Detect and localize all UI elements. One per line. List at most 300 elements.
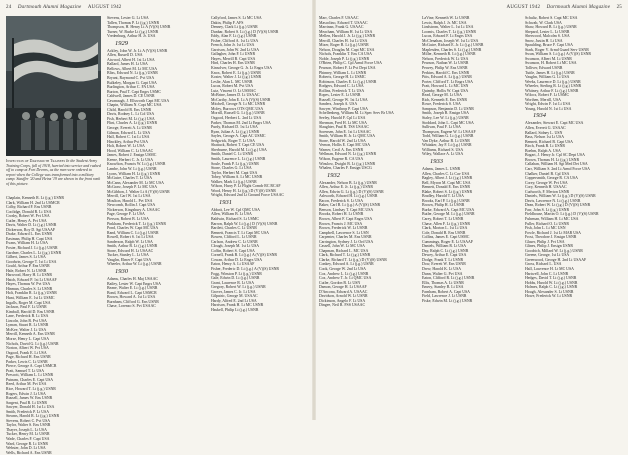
roster-entry: Baker, Carl B. Lt (j.g.) A (V)(S) USNR <box>319 203 381 208</box>
roster-entry: Stark, Roger V. Armd Guard Serv USNR <box>525 47 589 52</box>
roster-entry: Brown, Francis J. MC USA <box>319 221 363 226</box>
roster-entry: Pratt, Samuel T. Lt USA <box>6 368 45 373</box>
roster-entry: Sherman, Fred H. Lt MC USA <box>319 120 367 125</box>
roster-entry: Bennett, Richard B. Capt USA <box>525 139 573 144</box>
roster-entry: McGibbon, J. Walter Lt A (V)(S) USNR <box>107 189 170 194</box>
roster-entry: Clark, William H. 2nd Lt USMCR <box>6 200 60 205</box>
roster-entry: Ballard, Sidney L. USN <box>525 130 563 135</box>
roster-entry: Allen, Russell D. USA <box>107 53 143 58</box>
roster-entry: Hall, Robert C. 1st Lt USA <box>107 135 150 140</box>
roster-entry: Moulton, Harold L. Pvt USA <box>107 198 153 203</box>
roster-entry: Marrinan, Frank G. USAAC <box>319 25 364 30</box>
roster-entry: Bogart, J. Henry Jr. Cpl SC Dept USA <box>525 153 585 158</box>
roster-entry: Morse, Henry L. Capt USA <box>6 336 50 341</box>
roster-entry: Wheeler, Sterling R. Lt (j.g.) USNR <box>525 84 582 89</box>
roster-entry: Moley, Burrows OTS QMC USA <box>211 106 264 111</box>
roster-entry: Brown, Philip H. Lt USNR <box>422 203 465 208</box>
roster-entry: Knox, Robert E. Lt (j.g.) USNR <box>211 70 261 75</box>
roster-entry: Davis, Rodney L. Lt Col USA <box>107 112 155 117</box>
roster-entry: Dunbar, Robert S. Lt (j.g.) D (V)(S) USNR <box>211 29 279 34</box>
roster-entry: Haskell, Philip Lt (j.g.) USNR <box>211 307 259 312</box>
roster-entry: Smith, Daniel C. Lt USNR <box>211 152 253 157</box>
roster-entry: Brown, Albert F. Capt Engrs USA <box>319 216 373 221</box>
roster-entry: Swanson, H. Robert Lt MC USA <box>525 61 577 66</box>
roster-entry: Eastman, Philip H. Capt USA <box>6 236 53 241</box>
roster-entry: Collins, James E. Capt USMC <box>422 235 470 240</box>
roster-entry: Swanson, Albert M. Lt USNR <box>525 56 572 61</box>
roster-entry: McGuire, Richard E. Jr. Lt (j.g.) USNR <box>422 43 484 48</box>
roster-entry: Russell, James W. Ens USNR <box>6 396 53 401</box>
roster-entry: Taylor, Herbert M. Capt USA <box>211 170 258 175</box>
roster-entry: Tucker, Henry M. Lt USNR <box>6 432 50 437</box>
roster-entry: Cox, Andrew T. Jr. Lt QMC USA <box>319 276 372 281</box>
roster-entry: Schellenberg, William M. Lt Spec Serv Br USA <box>319 111 394 116</box>
roster-entry: Carey, Robert T. Lt USNR <box>422 216 464 221</box>
roster-entry: Bennett, Donald E. Ens USNR <box>422 185 470 190</box>
left-page <box>0 0 313 455</box>
roster-entry: Cowan, Arthur D. Lt Engrs USA <box>211 257 263 262</box>
roster-entry: Benson, Lindsay T. Capt MC USA <box>319 207 374 212</box>
roster-entry: Allen, Charles C. Lt Cav USA <box>422 171 470 176</box>
flag-photo <box>6 16 101 156</box>
roster-entry: Hood, William C. Lt USAAC <box>107 148 154 153</box>
roster-entry: Whitaker, Jay F. Lt (j.g.) USNR <box>422 143 472 148</box>
class-year-heading: 1932 <box>327 171 340 179</box>
roster-entry: Shattuck, Robert T. Capt CE USA <box>211 143 265 148</box>
roster-entry: Hatch, Edward P. 1st Lt USAAF <box>6 277 57 282</box>
roster-entry: Burlington, Arthur C. FA USA <box>107 85 155 90</box>
roster-entry: Stone, Edward H. Lt USAAC <box>107 248 154 253</box>
right-running-title: Dartmouth Alumni Magazine <box>546 5 611 10</box>
roster-entry: Nelson, Frederick W. Lt USA <box>422 56 469 61</box>
roster-entry: Wood, Henry H. Lt (j.g.) D (V)(S) USNR <box>211 188 276 193</box>
roster-entry: Sampson, Benjamin D. Lt USNR <box>422 106 474 111</box>
roster-entry: Greene, George, 1st Lt USA <box>525 253 570 258</box>
roster-entry: Cornell, Frank B. Lt (j.g.) A (V)(S) USNR <box>211 253 278 258</box>
roster-entry: Stevens, Robert C. Pvt USA <box>6 418 51 423</box>
roster-entry: Mixer, Roger B. Lt (j.g.) USNR <box>319 43 369 48</box>
roster-entry: Bradley, Harold T. Lt USA <box>422 194 464 199</box>
roster-entry: Pearson, Robert F. Lt Pvt Dept USA <box>319 66 376 71</box>
roster-entry: Emery, Stanley B. Lt USA <box>422 285 464 290</box>
roster-entry: Child, Harold B. Ens USNR <box>107 107 152 112</box>
roster-entry: Stearns, Harold R. Lt (j.g.) USNR <box>6 414 60 419</box>
roster-entry: Hale, Robert N. Lt USNR <box>6 268 47 273</box>
roster-entry: Wright, Edward 2nd Lt Ground Force USAAC <box>211 193 284 198</box>
roster-entry: Williams, Richard S. USA <box>422 147 464 152</box>
roster-entry: Page, George F. Lt USA <box>107 212 145 217</box>
roster-entry: Ropes, Lester E. Lt USNR <box>319 93 361 98</box>
roster-entry: Clark, Richard T. Lt (j.g.) USNR <box>319 253 371 258</box>
roster-entry: Osgood, Herbert L. 2nd Lt USA <box>211 116 262 121</box>
roster-entry: Chapman, Richard L. MC USA <box>319 248 369 253</box>
roster-entry: Jackson, Paul F. Lt USNR <box>6 305 47 310</box>
roster-entry: McClenahan, Joseph W. 1st Lt USA <box>422 38 479 43</box>
roster-entry: Miller, Kenneth R. Lt (j.g.) USNR <box>422 52 476 57</box>
roster-entry: Bartlett, Charles C. Lt USNR <box>211 226 257 231</box>
roster-entry: O'Brien, Philip C. Cpl Armd Force USA <box>319 61 382 66</box>
roster-entry: Clark, Morton L. 1st Lt USA <box>422 226 468 231</box>
roster-entry: Field, Lawrence J. Lt USNR <box>422 294 467 299</box>
roster-entry: Schwab, W. Clark USA <box>525 20 562 25</box>
roster-entry: McCarthy, John E. Lt A (V)(S) USNR <box>211 97 271 102</box>
roster-entry: Fogg, Winston P. Lt (j.g.) USNR <box>211 271 262 276</box>
roster-entry: Greenwood, George H. 2nd Lt USAAF <box>525 257 587 262</box>
roster-entry: Daniels, William W. Lt (j.g.) D (V)(S) USNR <box>525 194 596 199</box>
roster-entry: Dewey, Arthur E. Capt USA <box>422 253 467 258</box>
roster-entry: LaVine, Kenneth W. Lt USNR <box>422 16 470 20</box>
roster-entry: Pearson, Nathan W. Lt USNR <box>422 61 469 66</box>
roster-entry: Putnam, Charles E. Capt USA <box>6 377 54 382</box>
roster-entry: Foster, Richard J. Lt (j.g.) USNR <box>6 246 58 251</box>
roster-entry: Caldwell, James D. CE USNR <box>107 94 155 99</box>
roster-entry: Smith, Frederick P. Lt USA <box>6 409 50 414</box>
roster-entry: Davidson, Arnold W. Lt USNR <box>319 294 368 299</box>
roster-entry: Carlson, Andrew C. Lt USNR <box>211 239 258 244</box>
roster-entry: Rodgers, Edward C. Lt USA <box>319 84 364 89</box>
roster-entry: Gale, Edwin D. Lt (j.g.) USNR <box>211 276 260 281</box>
roster-entry: Boehm, Ralph A. USA <box>525 148 561 153</box>
roster-entry: Hinckley, Arthur Pvt USA <box>107 139 149 144</box>
column-1 <box>6 196 101 455</box>
roster-entry: Harwood, Harry H. Lt USNR <box>6 273 53 278</box>
roster-entry: Dow, Everett W. Ens USNR <box>422 262 466 267</box>
roster-entry: Tolliver, Edward USNR <box>525 66 563 71</box>
roster-entry: Lucas, Edward F. Lt Engrs USA <box>422 34 473 39</box>
roster-entry: Grant, Laurence R. Lt USA <box>211 280 255 285</box>
roster-entry: Bulkeley, Morgan G. Capt USA <box>107 80 157 85</box>
flag-photo-image <box>6 16 101 156</box>
roster-entry: Allen, Everett G. USAAC <box>525 126 566 131</box>
roster-entry: Wilson, Eugene R. CA USA <box>319 156 364 161</box>
roster-entry: Lambe, John W. Lt (j.g.) USNR <box>107 166 157 171</box>
roster-entry: Fuller, Richard O. Lt USNR <box>525 221 569 226</box>
roster-entry: Garrison, John W. 2nd Lt USA <box>211 47 260 52</box>
roster-entry: Sanders, Joseph A. USA <box>319 102 358 107</box>
column-2 <box>107 16 207 416</box>
roster-entry: Warner, Cecil A. Ens USNR <box>319 147 364 152</box>
roster-entry: Vredenburg, Arthur H. Jr. USA <box>107 34 156 39</box>
roster-entry: Allen, Edwin G. Lt (j.g.) D (V)(S) USNR <box>319 189 384 194</box>
roster-entry: Hayes, Merrill B. Capt USA <box>211 56 256 61</box>
roster-entry: Chase, Lorenzo S. Pvt USAAC <box>107 304 156 309</box>
roster-entry: Lucas, Robert M. Pvt USA <box>211 84 254 89</box>
roster-entry: Sherwood, Malcolm S. USA <box>525 34 570 39</box>
roster-entry: Cummings, Roger E. Lt USAAF <box>422 239 474 244</box>
roster-entry: Shaw, Howard B. Lt (j.g.) USNR <box>525 25 577 30</box>
roster-entry: Adams, Charles H. Maj USAAC <box>107 276 159 281</box>
roster-entry: Coffin, Robert S. Capt USA <box>211 248 255 253</box>
roster-entry: Merrill, Kenneth A. Ens USNR <box>6 332 55 337</box>
roster-entry: Spaulding, Bruce F. Capt USA <box>525 43 573 48</box>
roster-entry: Bowen, Clifford L. Lt USNR <box>211 235 257 240</box>
roster-entry: Eaton, Henry A. Lt USAAF <box>211 262 255 267</box>
roster-entry: Dickerson, Roy D. Sgt USAAF <box>6 227 56 232</box>
roster-entry: Hobbs, Harold W. Lt (j.g.) USNR <box>525 280 578 285</box>
roster-entry: Morrill, Russell G. Lt (j.g.) USNR <box>211 111 265 116</box>
roster-entry: Blake, Robert S. Lt (j.g.) USNR <box>422 189 473 194</box>
roster-entry: French, John Jr. 1st Lt USA <box>211 43 255 48</box>
roster-entry: Dean, Robert W. Lt (j.g.) D (V)(S) USNR <box>525 203 591 208</box>
class-year-heading: 1930 <box>115 267 128 275</box>
roster-entry: Fiske, Edwin M. Lt (j.g.) USNR <box>422 298 473 303</box>
roster-entry: Keene, Herbert C. Jr. Lt USA <box>107 157 154 162</box>
roster-entry: Perkins, Harold C. Ens USNR <box>422 70 470 75</box>
roster-entry: Vaughn, William G. Lt USA <box>525 75 570 80</box>
roster-entry: Fieldhouse, Martin O. Lt (j.g.) D (V)(S) USNR <box>525 212 599 217</box>
roster-entry: Rollins, Frederick T. Lt USA <box>319 88 365 93</box>
roster-entry: Stoddard, John L. Capt MC USA <box>422 120 474 125</box>
roster-entry: Day, Ralph C. Lt (j.g.) USNR <box>422 248 469 253</box>
roster-entry: Stone, Charles G. Lt USA <box>211 166 252 171</box>
roster-entry: Rowell, Robert S. 1st Lt USA <box>107 235 154 240</box>
roster-entry: Shepard, Lester L. Lt USNR <box>525 29 570 34</box>
roster-entry: Soule, Frank P. Lt (j.g.) USNR <box>211 161 259 166</box>
roster-entry: Cudworth, F. Merton USNR <box>525 189 570 194</box>
roster-entry: Brown, Thomas H. Lt (j.g.) USNR <box>525 157 580 162</box>
roster-entry: Weeks, Laurence D. Lt (j.g.) USNR <box>525 79 581 84</box>
roster-entry: Bell, Myron M. Capt MC USA <box>422 180 471 185</box>
class-year-heading: 1933 <box>430 157 443 165</box>
roster-entry: Cole, Donald B. Ens USNR <box>422 230 466 235</box>
roster-entry: Slaughter, Paul R. TSS USAAC <box>319 125 369 130</box>
roster-entry: Lyman, Stuart R. Lt USNR <box>6 323 49 328</box>
roster-entry: Dodge, Frank T. Lt USNR <box>422 257 464 262</box>
roster-entry: Campbell, Lawrence S. Lt USN <box>319 230 369 235</box>
roster-entry: Merrill, Carl W. 1st Lt USA <box>107 194 151 199</box>
roster-entry: Thayer, Joseph L. Lt USA <box>6 427 47 432</box>
roster-entry: Fisher, Clifford A. 1st Lt USA <box>211 38 259 43</box>
roster-entry: Hunt, William E. 1st Lt USMC <box>6 296 55 301</box>
roster-entry: Chase, Allen F. Lt (j.g.) USNR <box>422 221 470 226</box>
roster-entry: Dickinson, Angelo F. Lt USA <box>319 298 366 303</box>
roster-entry: Nichols, Franklin T. Ens CA USA <box>319 52 372 57</box>
roster-entry: Bass, Nelson 1st Lt USA <box>525 135 565 140</box>
roster-entry: Wheeler, Arthur W. Lt (j.g.) USNR <box>107 262 162 267</box>
roster-entry: Sedgwick, Roger T. Lt USA <box>211 138 255 143</box>
roster-entry: Chalker, Daniel B. Cpl USA <box>525 171 570 176</box>
roster-entry: Lane, Frederick B. Lt USA <box>6 314 49 319</box>
roster-entry: Russell, George W. 1st Lt USA <box>319 97 368 102</box>
roster-entry: Newcomb, Rollin J. Capt USA <box>107 203 156 208</box>
roster-entry: Bailey, Lester W. Capt Engrs USA <box>107 281 161 286</box>
roster-entry: Hough, Alexander S. Lt USNR <box>525 289 574 294</box>
roster-entry: Corey, George W. Pvt USA <box>525 180 568 185</box>
roster-entry: Bliss, Edward N. Lt (j.g.) USNR <box>107 71 158 76</box>
roster-entry: Hall, Lawrence H. Lt MC USA <box>525 266 574 271</box>
roster-entry: Holmes, Ralph C. Lt (j.g.) USNR <box>525 285 578 290</box>
column-3 <box>211 16 311 416</box>
roster-entry: Vaughn, Elmer F. Capt USA <box>107 257 152 262</box>
roster-entry: George, Everett A. Lt USNR <box>107 126 152 131</box>
roster-entry: Pierson, Robert B. Lt USA <box>107 216 149 221</box>
roster-entry: Bagley, Albert J. Lt (j.g.) USNR <box>422 176 473 181</box>
column-4 <box>319 16 419 416</box>
roster-entry: Parker, Thomas M. 2nd Lt Engrs USA <box>211 120 271 125</box>
roster-entry: Lewis, Ralph J. Jr. MC USA <box>422 20 467 25</box>
roster-entry: Smith, Laurence L. Lt (j.g.) USNR <box>211 156 266 161</box>
roster-entry: Taylor, Walter S. Ens USNR <box>6 423 51 428</box>
roster-entry: Staley, Lee W. Lt (j.g.) USNR <box>422 116 469 121</box>
roster-entry: Porter, Clifford T. Lt Engrs USA <box>422 79 473 84</box>
roster-entry: Burton, Paul T. Capt Engrs USMC <box>107 89 162 94</box>
roster-entry: Norton, Albert W. Pvt USA <box>6 346 49 351</box>
right-issue: AUGUST 1942 <box>506 5 541 10</box>
roster-entry: Wiley, Wallace A. Lt USA <box>422 152 464 157</box>
roster-entry: Parker, Lewis C. Lt USNR <box>6 359 48 364</box>
column-5 <box>422 16 522 416</box>
roster-entry: Bryant, Raymond C. Pvt USA <box>107 76 155 81</box>
roster-entry: Fowle, Richard J. 1st Lt MAR USA <box>525 230 581 235</box>
roster-entry: Holt, Franklin R. Lt (j.g.) USNR <box>6 291 57 296</box>
roster-entry: Clarke, Richard T. Lt (j.g.) D (V)(S) USNR <box>319 257 387 262</box>
roster-entry: Brooks, Earl P. Lt (j.g.) USNR <box>422 198 470 203</box>
roster-entry: Lindstrom, Walter L. 1st Lt USA <box>422 25 474 30</box>
roster-entry: Van Dyke, Arthur B. Lt USNR <box>422 138 470 143</box>
roster-entry: Mascolino, Edward T. USAAC <box>319 20 368 25</box>
roster-entry: Knowlton, Francis W. Lt (j.g.) USNR <box>107 162 166 167</box>
roster-entry: Cutler, Gordon B. Lt USN <box>319 280 361 285</box>
roster-entry: Hardy, Alfred E. 2nd Lt USA <box>211 298 257 303</box>
roster-entry: Daniels, William R. Lt USA <box>422 244 467 249</box>
roster-entry: Dingee, Neil R. FSS USAAC <box>319 303 366 308</box>
roster-entry: Gardner, Charles L. Lt (j.g.) USNR <box>6 250 62 255</box>
roster-entry: Brown, Frederick W. Lt USNR <box>319 226 368 231</box>
roster-entry: Fuhrman, William H. Lt MC USA <box>525 216 579 221</box>
roster-entry: Maplesden, Charles S. Lt (j.g.) USNR <box>422 47 482 52</box>
roster-entry: Dakin, Philip F. AFS <box>211 20 244 25</box>
roster-entry: Carr, William S. 2nd Lt Armd Force USA <box>525 166 590 171</box>
roster-entry: Reed, Arthur M. Pvt USA <box>6 382 47 387</box>
roster-entry: Fish, Herbert M. Lt (j.g.) USA <box>107 116 155 121</box>
roster-entry: McBrine, James D. Lt USAAC <box>211 93 260 98</box>
roster-entry: Abbott, Lee W. Cpl QMC USA <box>211 207 260 212</box>
roster-entry: Ashworth, Edward H. Lt (j.g.) USNR <box>319 194 378 199</box>
roster-entry: Fisher, Frederic D. Lt (j.g.) A (V)(S) USNR <box>211 266 280 271</box>
right-page-header <box>502 5 622 10</box>
roster-entry: Leslie, Alan L. MC USNR <box>211 79 253 84</box>
roster-entry: Grover, James C. Jr. Lt USA <box>211 289 256 294</box>
caption-heading: Inspection of Dartmouth Trainees <box>6 159 66 163</box>
roster-entry: Nelson, Douglas M. Capt MC USA <box>319 47 375 52</box>
roster-entry: Davis, Lawrence N. Lt (j.g.) USNR <box>525 198 581 203</box>
roster-entry: Eaton, Clifford R. Lt (j.g.) USNR <box>422 276 475 281</box>
roster-entry: Birch, Frank B. Lt USNR <box>525 144 565 149</box>
roster-entry: Smith, William H. Jr. Lt QMC USA <box>319 134 376 139</box>
roster-entry: Carpenter, Charles M. Ens USNR <box>319 235 372 240</box>
roster-entry: Stevens, Lester G. Lt USA <box>107 16 149 20</box>
roster-entry: Marr, Charles F. USAAC <box>319 16 359 20</box>
roster-entry: Clough, Joseph M. 1st Lt USA <box>211 244 260 249</box>
roster-entry: Gallagher, John F. Lt USNR <box>211 52 256 57</box>
roster-entry: D'Ancona, Edward A. USAAC <box>319 289 368 294</box>
roster-entry: Sorensen, John E. 1st Lt USAAC <box>319 129 371 134</box>
roster-entry: Lutz, Vincent O. Lt USMAC <box>211 88 257 93</box>
roster-entry: Wright, Edwin F. 1st Lt USA <box>525 102 571 107</box>
class-year-heading: 1929 <box>115 39 128 47</box>
roster-entry: Nickerson, Kingsbury A. USAAC <box>107 207 161 212</box>
roster-entry: Wilcox, Robert F. Lt USMC <box>525 93 570 98</box>
roster-entry: Sanderson, Ralph W. Lt USA <box>107 239 153 244</box>
roster-entry: Robinson, Charles E. Lt (j.g.) USNR <box>319 79 377 84</box>
roster-entry: McGuire, Charles T. Lt USA <box>107 176 153 181</box>
roster-entry: Sayles, George A. Capt AC USMC <box>211 134 266 139</box>
roster-entry: Stone, Harold W. 2nd Lt USA <box>319 138 366 143</box>
roster-entry: Loomis, Charles T. Lt (j.g.) USNR <box>422 29 476 34</box>
roster-entry: Cutler, Henry A. Pvt USA <box>6 218 47 223</box>
roster-entry: Tucker, Stanley L. Lt USA <box>107 253 149 258</box>
roster-entry: Barron, Ralph W. Lt (j.g.) D (V)(S) USNR <box>211 221 278 226</box>
roster-entry: Chapin, William N. Capt MC USA <box>107 103 162 108</box>
roster-entry: Howe, Frederick W. Lt USNR <box>525 294 573 299</box>
roster-entry: Carrington, Sydney J. Lt Ord USA <box>319 239 374 244</box>
roster-entry: Cox, Andrew L. Lt (j.g.) USNR <box>319 271 369 276</box>
roster-entry: Drake, Edward L. Ens USNR <box>6 232 53 237</box>
roster-entry: Thompson, H. Henry Lt A (V)(S) USNR <box>107 25 171 30</box>
roster-entry: Phinney, William L. Lt USNR <box>319 70 367 75</box>
roster-entry: Winslow, Dwight B. Lt (j.g.) USNR <box>319 161 376 166</box>
roster-entry: Burnham, Clifford G. Ens USNR <box>107 299 159 304</box>
roster-entry: Davis, Walter D. Lt (j.g.) USNR <box>6 223 57 228</box>
roster-entry: Osgood, Frank E. Lt USA <box>6 350 47 355</box>
roster-entry: Cassell, John W. Lt MC USA <box>319 244 365 249</box>
roster-entry: Goodrich, Millard W. Lt (j.g.) USNR <box>525 248 583 253</box>
roster-entry: Hayes, Thomas W. Pvt USA <box>6 282 51 287</box>
right-page <box>315 0 628 420</box>
roster-entry: Thompson, Eugene W. Lt USAAF <box>422 129 476 134</box>
roster-entry: Ingalls, Roger M. Capt USA <box>6 300 51 305</box>
roster-entry: Evans, William H. Lt USA <box>6 241 48 246</box>
roster-entry: Purdy, Richard D. 1st Lt USA <box>211 125 258 130</box>
roster-entry: Alexander, Stewart E. Capt MC USA <box>525 121 584 126</box>
roster-entry: Crosby, Robert W. Pvt USA <box>6 214 50 219</box>
roster-entry: Page, Richard H. Ens USNR <box>6 355 51 360</box>
roster-entry: Walker, Mark Lt (j.g.) USNR <box>211 179 257 184</box>
roster-entry: Beane, Walter E. Lt (j.g.) USNR <box>107 286 158 291</box>
roster-entry: Burke, Edward A. Capt MC USA <box>422 207 475 212</box>
roster-entry: Wellman, Edward N. Lt (j.g.) USNR <box>319 152 377 157</box>
roster-entry: James, Robert J. Ensign USMC <box>107 153 157 158</box>
roster-entry: Sawyer, Winthrop P. Capt USA <box>319 106 368 111</box>
roster-entry: Worthen, Merrill, USA <box>525 97 561 102</box>
roster-entry: Seeley, Harold F. Cpl Lt USA <box>319 116 366 121</box>
roster-entry: Tobey, William A. Lt MC USNR <box>211 175 263 180</box>
roster-entry: Eddy, Alan F. Lt (j.g.) USNR <box>211 34 257 39</box>
roster-entry: Farnham, Robert A. Capt USA <box>422 289 470 294</box>
roster-entry: Bellows, Albert M. Lt MC USA <box>107 66 158 71</box>
right-page-number: 25 <box>616 5 622 10</box>
roster-entry: Baldwin, Richard S. Lt USMC <box>211 216 259 221</box>
roster-entry: Tallen, Thomas P. Lt (j.g.) USNR <box>107 20 160 25</box>
roster-entry: Quimby, Hollis W. Capt USA <box>422 88 469 93</box>
roster-entry: Cavanaugh, J. Ellsworth Capt MC USA <box>107 98 170 103</box>
roster-entry: Hedges, David T. Lt (j.g.) USNR <box>525 276 577 281</box>
roster-entry: Harrison, Frank H. Lt MC USNR <box>211 303 264 308</box>
roster-entry: Prescott, William L. Lt USNR <box>6 373 54 378</box>
roster-entry: Rich, Kenneth E. Ens USNR <box>422 97 467 102</box>
roster-entry: Damon, George H. Lt USAAF <box>319 285 367 290</box>
roster-entry: Swan, William S. Lt (j.g.) A (V)(S) USNR <box>525 52 592 57</box>
roster-entry: Sullivan, Paul F. Lt USA <box>422 125 461 130</box>
roster-entry: Gilpatric, George M. USAAC <box>211 294 258 299</box>
roster-entry: Glaser, Philip J. Pvt USA <box>525 239 565 244</box>
roster-entry: Bennett, Francis T. Lt Capt MC USA <box>211 230 269 235</box>
roster-entry: Cory, Kenneth H. USAAC <box>525 185 567 190</box>
roster-entry: Hird, Charles H. Ens USNR <box>211 61 255 66</box>
roster-entry: Gilbert, James S. Lt USA <box>6 255 46 260</box>
roster-entry: Pitts, Edward A. Lt (j.g.) USNR <box>422 75 472 80</box>
roster-entry: Atwood, Albert H. 1st Lt USA <box>107 57 155 62</box>
